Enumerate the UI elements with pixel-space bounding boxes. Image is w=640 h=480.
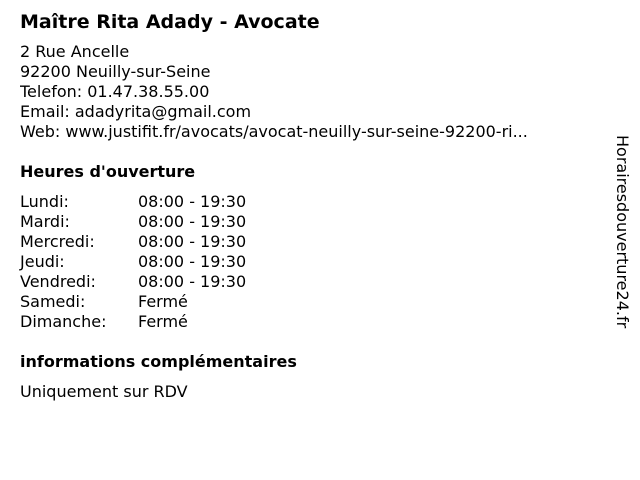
opening-hours-list xyxy=(20,192,600,332)
hours-day: Mardi: xyxy=(20,212,70,231)
hours-time: 08:00 - 19:30 xyxy=(138,272,247,291)
hours-row-tuesday xyxy=(20,212,600,232)
hours-row-sunday xyxy=(20,312,600,332)
hours-row-friday xyxy=(20,272,600,292)
business-card xyxy=(20,10,600,402)
hours-day: Mercredi: xyxy=(20,232,95,251)
hours-row-thursday xyxy=(20,252,600,272)
additional-info-text: Uniquement sur RDV xyxy=(20,382,188,401)
hours-row-saturday xyxy=(20,292,600,312)
additional-info-heading: informations complémentaires xyxy=(20,352,297,371)
hours-row-wednesday xyxy=(20,232,600,252)
email-text[interactable]: Email: adadyrita@gmail.com xyxy=(20,102,252,121)
hours-day: Lundi: xyxy=(20,192,69,211)
brand-watermark: Horairesdouverture24.fr xyxy=(613,135,632,329)
hours-time: 08:00 - 19:30 xyxy=(138,232,247,251)
hours-time: Fermé xyxy=(138,312,188,331)
hours-time: Fermé xyxy=(138,292,188,311)
hours-time: 08:00 - 19:30 xyxy=(138,252,247,271)
hours-day: Dimanche: xyxy=(20,312,107,331)
business-title: Maître Rita Adady - Avocate xyxy=(20,11,320,33)
hours-row-monday xyxy=(20,192,600,212)
address-city: 92200 Neuilly-sur-Seine xyxy=(20,62,211,81)
address-street: 2 Rue Ancelle xyxy=(20,42,130,61)
website-text[interactable]: Web: www.justifit.fr/avocats/avocat-neuilly-sur-seine-92200-ri... xyxy=(20,122,528,141)
hours-day: Samedi: xyxy=(20,292,86,311)
opening-hours-heading: Heures d'ouverture xyxy=(20,162,196,181)
phone-text[interactable]: Telefon: 01.47.38.55.00 xyxy=(20,82,210,101)
hours-day: Jeudi: xyxy=(20,252,65,271)
hours-day: Vendredi: xyxy=(20,272,96,291)
hours-time: 08:00 - 19:30 xyxy=(138,212,247,231)
hours-time: 08:00 - 19:30 xyxy=(138,192,247,211)
